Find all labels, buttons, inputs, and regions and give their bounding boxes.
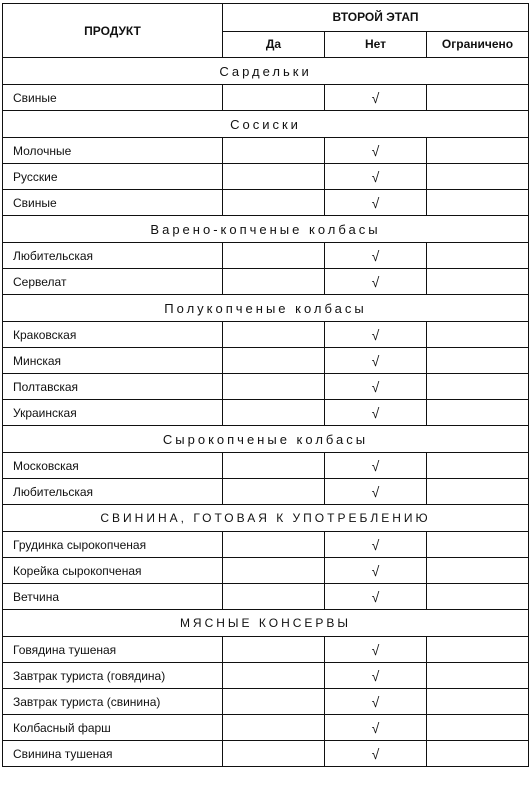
no-cell: √ (325, 322, 427, 348)
product-name-cell: Свиные (3, 190, 223, 216)
product-stage-table (2, 3, 529, 767)
limited-cell (427, 85, 529, 111)
limited-cell (427, 532, 529, 558)
no-cell: √ (325, 85, 427, 111)
no-cell: √ (325, 348, 427, 374)
table-row (3, 400, 529, 426)
limited-cell (427, 164, 529, 190)
product-name-cell: Полтавская (3, 374, 223, 400)
yes-cell (223, 400, 325, 426)
product-table-sheet (2, 3, 528, 767)
product-name-cell: Свинина тушеная (3, 741, 223, 767)
limited-cell (427, 138, 529, 164)
header-limited: Ограничено (427, 31, 529, 58)
yes-cell (223, 348, 325, 374)
no-cell: √ (325, 243, 427, 269)
product-name-cell: Завтрак туриста (говядина) (3, 663, 223, 689)
section-row (3, 58, 529, 85)
limited-cell (427, 689, 529, 715)
product-name-cell: Русские (3, 164, 223, 190)
section-row (3, 111, 529, 138)
yes-cell (223, 715, 325, 741)
product-name-cell: Краковская (3, 322, 223, 348)
section-row (3, 426, 529, 453)
product-name-cell: Грудинка сырокопченая (3, 532, 223, 558)
no-cell: √ (325, 689, 427, 715)
yes-cell (223, 532, 325, 558)
table-row (3, 637, 529, 663)
table-body (3, 58, 529, 767)
section-row (3, 216, 529, 243)
limited-cell (427, 741, 529, 767)
section-title: Полукопченые колбасы (3, 295, 529, 322)
header-second-stage: ВТОРОЙ ЭТАП (223, 4, 529, 32)
product-name-cell: Любительская (3, 479, 223, 505)
no-cell: √ (325, 453, 427, 479)
no-cell: √ (325, 374, 427, 400)
limited-cell (427, 453, 529, 479)
table-row (3, 85, 529, 111)
section-title: Сардельки (3, 58, 529, 85)
product-name-cell: Молочные (3, 138, 223, 164)
table-row (3, 269, 529, 295)
table-row (3, 243, 529, 269)
yes-cell (223, 269, 325, 295)
limited-cell (427, 479, 529, 505)
no-cell: √ (325, 164, 427, 190)
section-row (3, 610, 529, 637)
product-name-cell: Сервелат (3, 269, 223, 295)
product-name-cell: Украинская (3, 400, 223, 426)
table-row (3, 190, 529, 216)
table-row (3, 663, 529, 689)
section-title: СВИНИНА, ГОТОВАЯ К УПОТРЕБЛЕНИЮ (3, 505, 529, 532)
limited-cell (427, 558, 529, 584)
table-row (3, 164, 529, 190)
yes-cell (223, 243, 325, 269)
table-row (3, 689, 529, 715)
limited-cell (427, 663, 529, 689)
product-name-cell: Ветчина (3, 584, 223, 610)
limited-cell (427, 190, 529, 216)
limited-cell (427, 348, 529, 374)
yes-cell (223, 164, 325, 190)
no-cell: √ (325, 558, 427, 584)
table-header (3, 4, 529, 58)
yes-cell (223, 689, 325, 715)
product-name-cell: Завтрак туриста (свинина) (3, 689, 223, 715)
section-title: МЯСНЫЕ КОНСЕРВЫ (3, 610, 529, 637)
no-cell: √ (325, 741, 427, 767)
no-cell: √ (325, 532, 427, 558)
product-name-cell: Любительская (3, 243, 223, 269)
table-row (3, 532, 529, 558)
limited-cell (427, 322, 529, 348)
table-row (3, 584, 529, 610)
yes-cell (223, 322, 325, 348)
no-cell: √ (325, 584, 427, 610)
yes-cell (223, 558, 325, 584)
header-product: ПРОДУКТ (3, 4, 223, 58)
table-row (3, 138, 529, 164)
no-cell: √ (325, 138, 427, 164)
product-name-cell: Свиные (3, 85, 223, 111)
yes-cell (223, 374, 325, 400)
table-row (3, 479, 529, 505)
header-yes: Да (223, 31, 325, 58)
product-name-cell: Говядина тушеная (3, 637, 223, 663)
no-cell: √ (325, 663, 427, 689)
yes-cell (223, 453, 325, 479)
product-name-cell: Московская (3, 453, 223, 479)
yes-cell (223, 85, 325, 111)
limited-cell (427, 400, 529, 426)
table-row (3, 741, 529, 767)
section-row (3, 505, 529, 532)
yes-cell (223, 637, 325, 663)
section-row (3, 295, 529, 322)
table-row (3, 374, 529, 400)
yes-cell (223, 190, 325, 216)
yes-cell (223, 741, 325, 767)
product-name-cell: Минская (3, 348, 223, 374)
section-title: Сосиски (3, 111, 529, 138)
limited-cell (427, 374, 529, 400)
table-row (3, 322, 529, 348)
section-title: Сырокопченые колбасы (3, 426, 529, 453)
no-cell: √ (325, 479, 427, 505)
table-row (3, 453, 529, 479)
limited-cell (427, 584, 529, 610)
header-no: Нет (325, 31, 427, 58)
table-row (3, 558, 529, 584)
no-cell: √ (325, 269, 427, 295)
product-name-cell: Колбасный фарш (3, 715, 223, 741)
section-title: Варено-копченые колбасы (3, 216, 529, 243)
no-cell: √ (325, 715, 427, 741)
limited-cell (427, 243, 529, 269)
limited-cell (427, 715, 529, 741)
yes-cell (223, 138, 325, 164)
table-row (3, 715, 529, 741)
no-cell: √ (325, 400, 427, 426)
no-cell: √ (325, 190, 427, 216)
no-cell: √ (325, 637, 427, 663)
limited-cell (427, 269, 529, 295)
product-name-cell: Корейка сырокопченая (3, 558, 223, 584)
table-row (3, 348, 529, 374)
limited-cell (427, 637, 529, 663)
yes-cell (223, 663, 325, 689)
yes-cell (223, 479, 325, 505)
yes-cell (223, 584, 325, 610)
